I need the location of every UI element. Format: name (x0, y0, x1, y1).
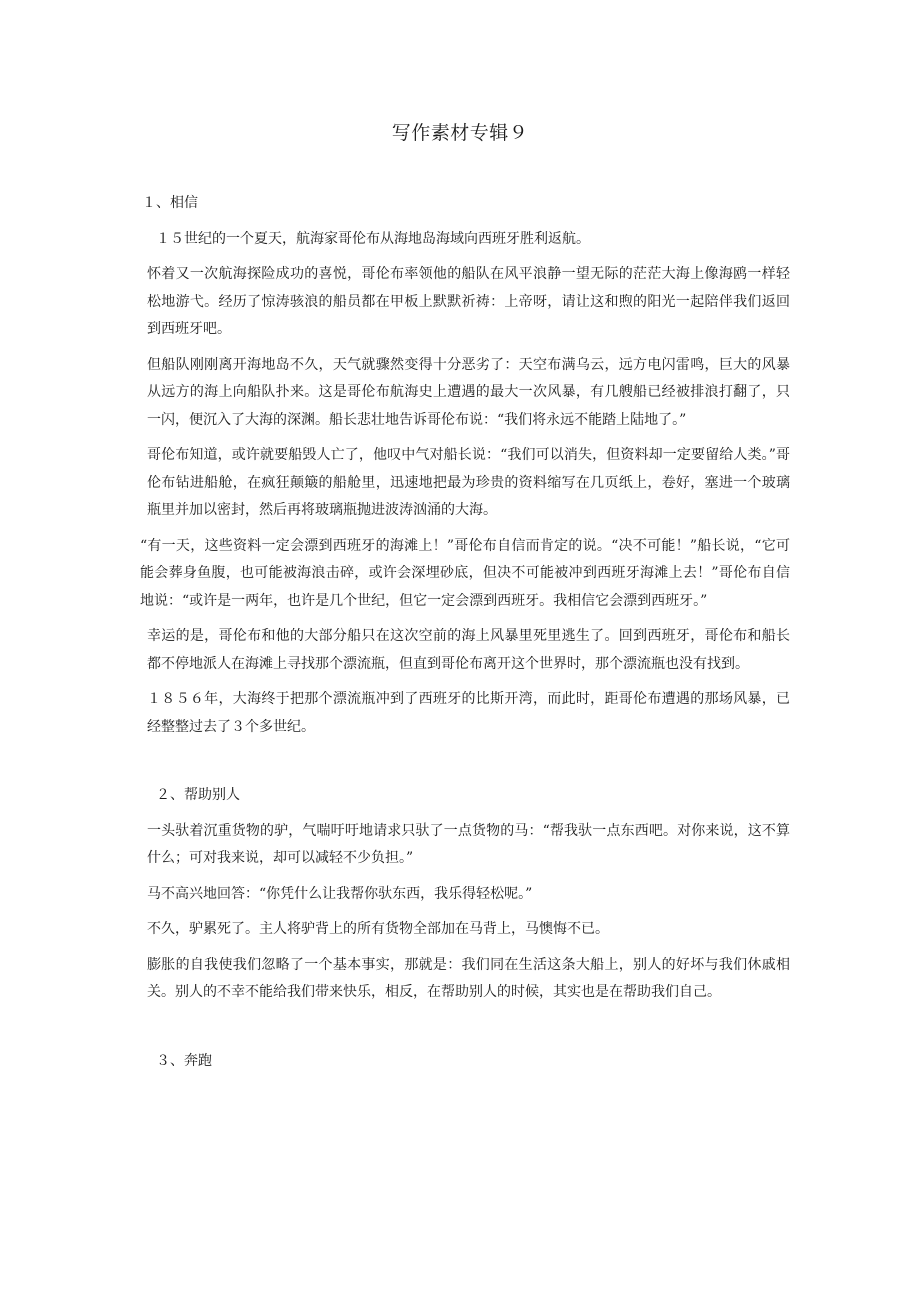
paragraph: 但船队刚刚离开海地岛不久，天气就骤然变得十分恶劣了：天空布满乌云，远方电闪雷鸣，巨大的风暴从远方的海上向船队扑来。这是哥伦布航海史上遭遇的最大一次风暴，有几艘船已经被排浪打翻了，只一闪，便沉入了大海的深渊。船长悲壮地告诉哥伦布说：“我们将永远不能踏上陆地了。” (147, 356, 790, 428)
paragraph: 幸运的是，哥伦布和他的大部分船只在这次空前的海上风暴里死里逃生了。回到西班牙，哥伦布和船长都不停地派人在海滩上寻找那个漂流瓶，但直到哥伦布离开这个世界时，那个漂流瓶也没有找到。 (147, 628, 790, 672)
paragraph: 膨胀的自我使我们忽略了一个基本事实，那就是：我们同在生活这条大船上，别人的好坏与我们休戚相关。别人的不幸不能给我们带来快乐，相反，在帮助别人的时候，其实也是在帮助我们自己。 (147, 956, 790, 1000)
paragraph: 一头驮着沉重货物的驴，气喘吁吁地请求只驮了一点货物的马：“帮我驮一点东西吧。对你来说，这不算什么；可对我来说，却可以减轻不少负担。” (147, 822, 790, 866)
paragraph: １５世纪的一个夏天，航海家哥伦布从海地岛海域向西班牙胜利返航。 (156, 230, 590, 247)
paragraph: 怀着又一次航海探险成功的喜悦，哥伦布率领他的船队在风平浪静一望无际的茫茫大海上像海鸥一样轻松地游弋。经历了惊涛骇浪的船员都在甲板上默默祈祷：上帝呀，请让这和煦的阳光一起陪伴我们返回到西班牙吧。 (147, 266, 790, 337)
paragraph: １８５６年，大海终于把那个漂流瓶冲到了西班牙的比斯开湾，而此时，距哥伦布遭遇的那场风暴，已经整整过去了３个多世纪。 (147, 691, 790, 735)
page-title: 写作素材专辑９ (391, 122, 529, 144)
section-heading-3: ３、奔跑 (156, 1052, 212, 1069)
paragraph: 马不高兴地回答：“你凭什么让我帮你驮东西，我乐得轻松呢。” (147, 885, 533, 902)
section-heading-1: １、相信 (142, 195, 198, 211)
document-body (140, 190, 790, 1075)
section-heading-2: ２、帮助别人 (156, 787, 240, 803)
paragraph: 不久，驴累死了。主人将驴背上的所有货物全部加在马背上，马懊悔不已。 (147, 921, 609, 937)
paragraph: 哥伦布知道，或许就要船毁人亡了，他叹中气对船长说：“我们可以消失，但资料却一定要留给人类。”哥伦布钻进船舱，在疯狂颠簸的船舱里，迅速地把最为珍贵的资料缩写在几页纸上，卷好，塞进一个玻璃瓶里并加以密封，然后再将玻璃瓶抛进波涛汹涌的大海。 (147, 447, 790, 518)
paragraph: “有一天，这些资料一定会漂到西班牙的海滩上！”哥伦布自信而肯定的说。“决不可能！”船长说，“它可能会葬身鱼腹，也可能被海浪击碎，或许会深埋砂底，但决不可能被冲到西班牙海滩上去！”哥伦布自信地说：“或许是一两年，也许是几个世纪，但它一定会漂到西班牙。我相信它会漂到西班牙。” (140, 537, 790, 609)
